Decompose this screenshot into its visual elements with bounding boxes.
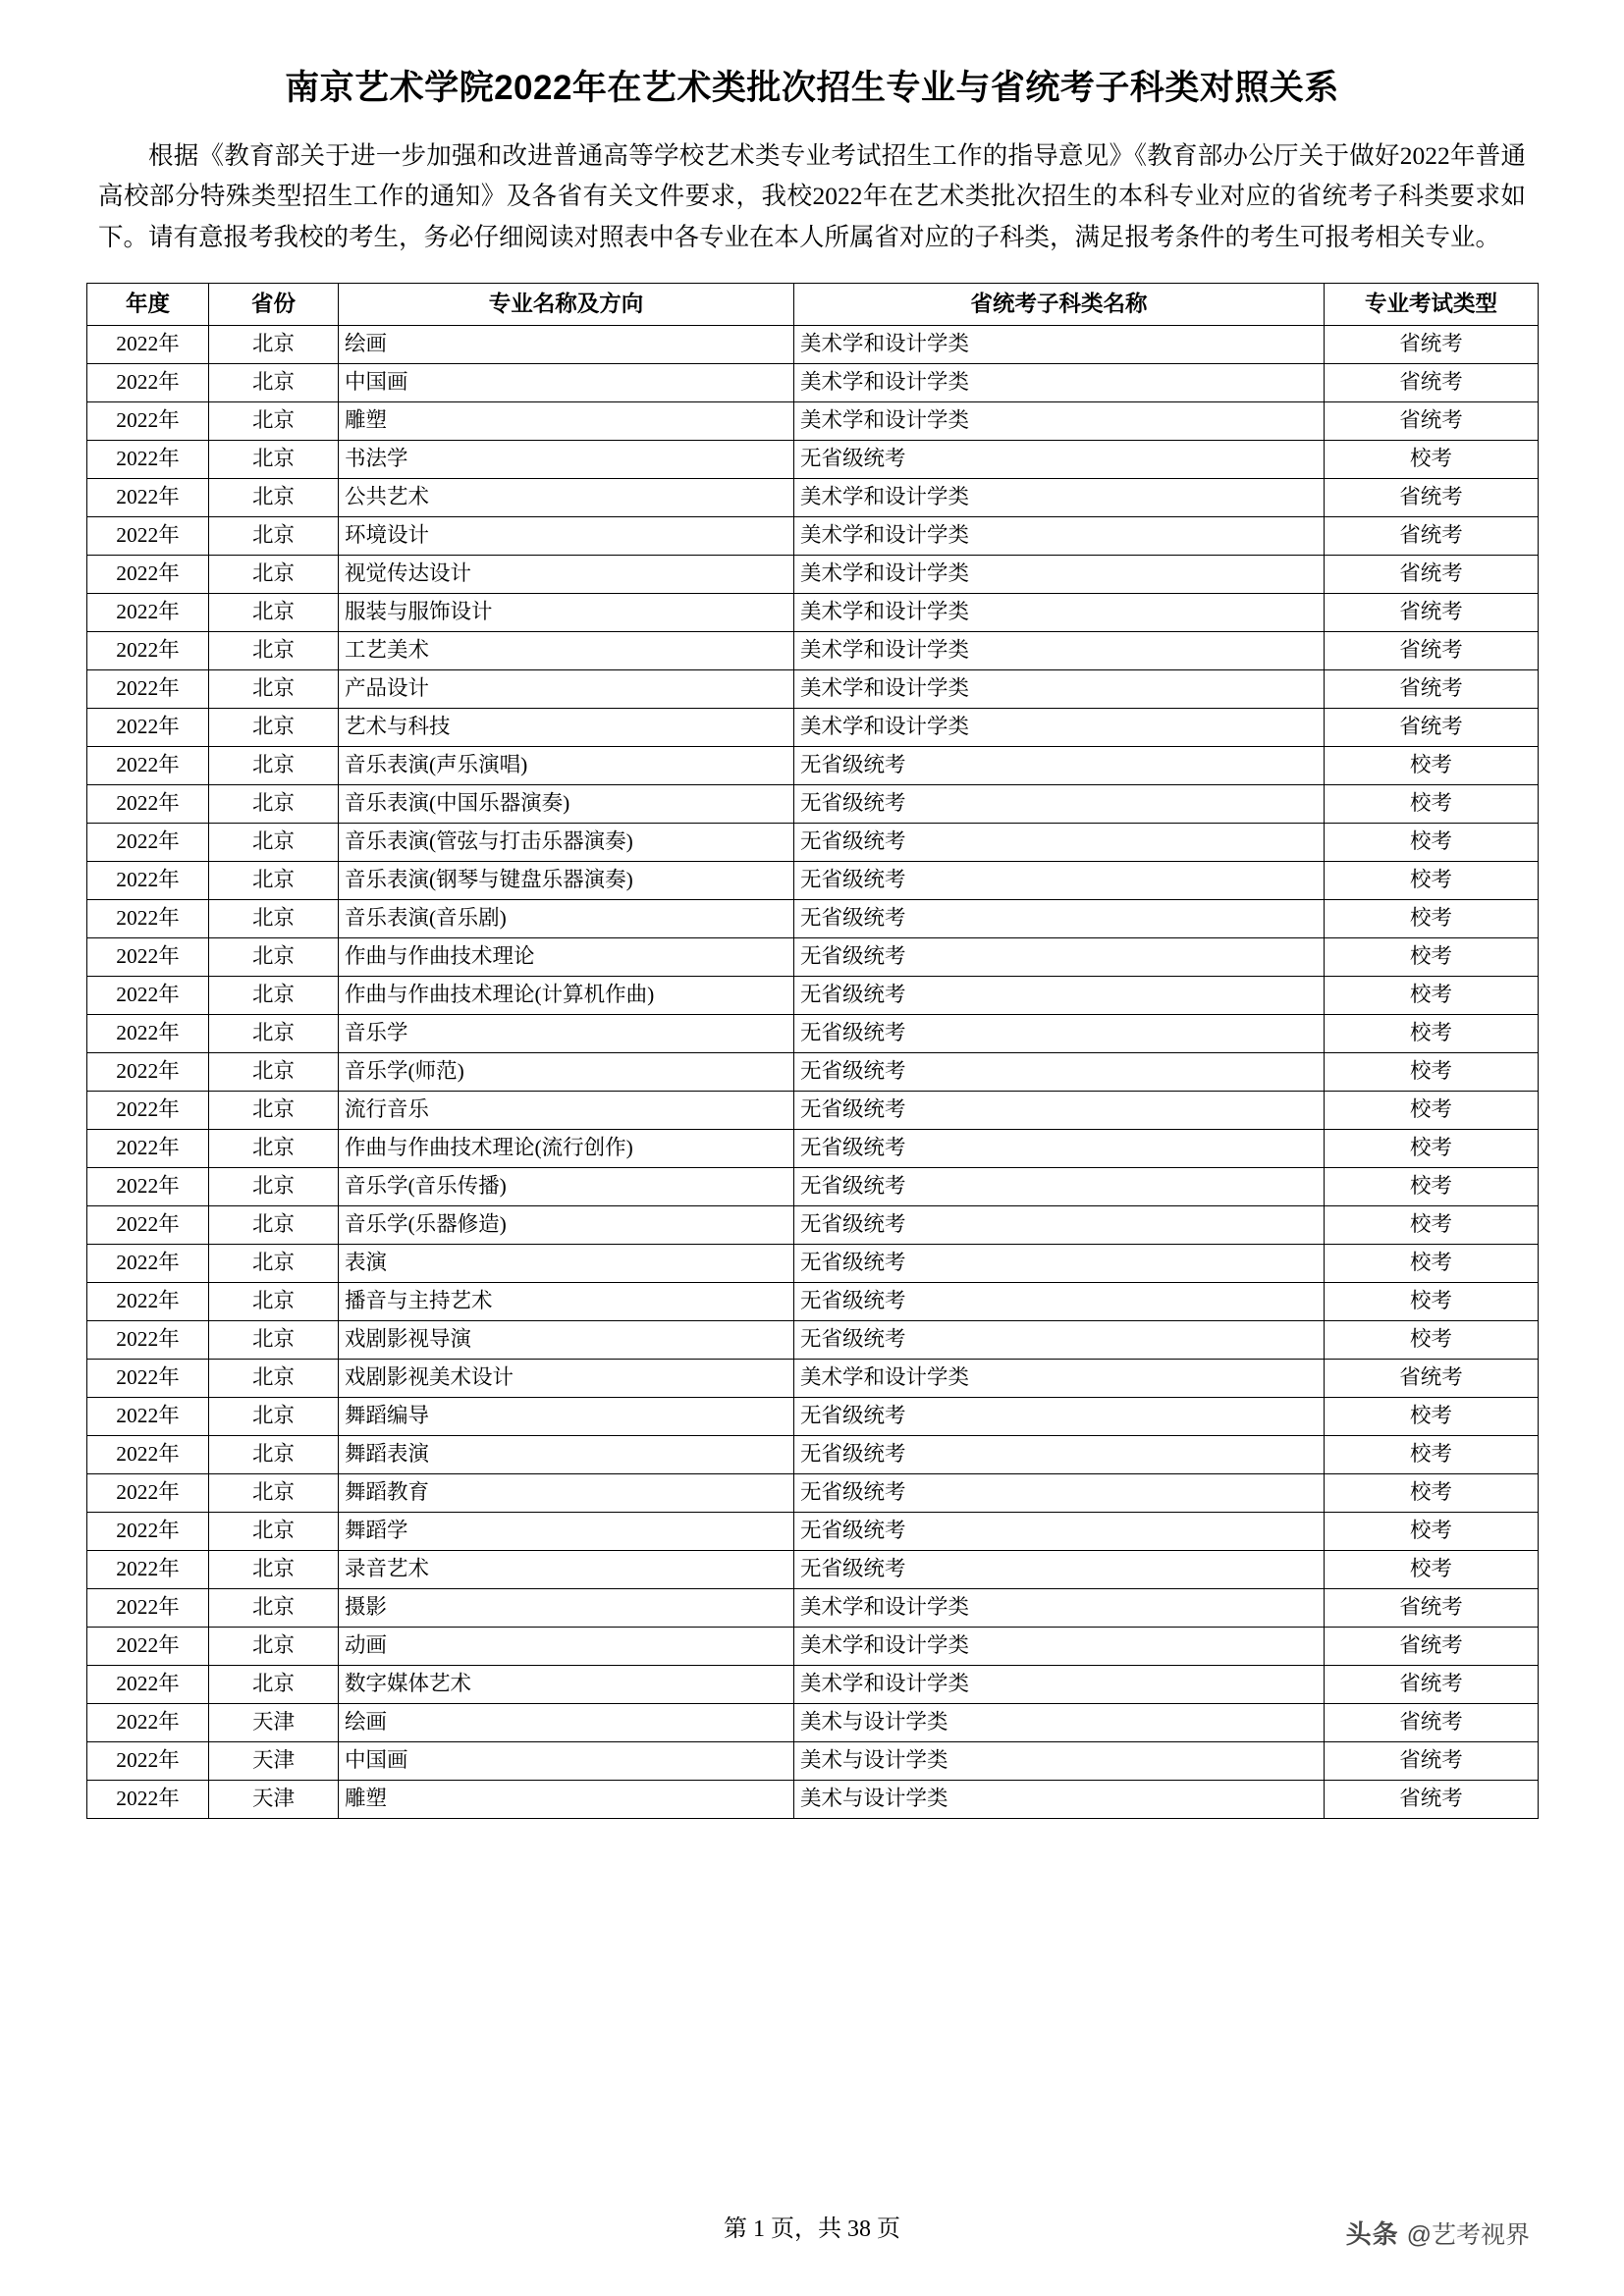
cell-province: 北京 [209,1665,339,1703]
cell-exam-type: 校考 [1325,976,1539,1014]
cell-exam-type: 省统考 [1325,1588,1539,1627]
cell-year: 2022年 [87,1741,209,1780]
cell-exam-type: 省统考 [1325,1741,1539,1780]
table-row [87,1014,1539,1052]
cell-subcategory: 美术学和设计学类 [794,1359,1325,1397]
cell-exam-type: 校考 [1325,937,1539,976]
cell-province: 天津 [209,1741,339,1780]
column-header-subcategory: 省统考子科类名称 [794,283,1325,325]
cell-exam-type: 校考 [1325,1282,1539,1320]
cell-year: 2022年 [87,1588,209,1627]
cell-major: 中国画 [339,363,794,401]
cell-year: 2022年 [87,1665,209,1703]
cell-subcategory: 无省级统考 [794,1167,1325,1205]
cell-major: 音乐学(师范) [339,1052,794,1091]
cell-province: 北京 [209,1244,339,1282]
cell-subcategory: 无省级统考 [794,937,1325,976]
cell-exam-type: 省统考 [1325,708,1539,746]
cell-subcategory: 无省级统考 [794,1129,1325,1167]
table-row [87,401,1539,440]
cell-province: 北京 [209,1129,339,1167]
cell-major: 视觉传达设计 [339,555,794,593]
table-row [87,1397,1539,1435]
cell-major: 表演 [339,1244,794,1282]
table-row [87,1665,1539,1703]
table-row [87,1435,1539,1473]
cell-exam-type: 校考 [1325,746,1539,784]
table-row [87,1282,1539,1320]
cell-year: 2022年 [87,555,209,593]
cell-exam-type: 省统考 [1325,325,1539,363]
cell-major: 舞蹈学 [339,1512,794,1550]
cell-major: 音乐学(乐器修造) [339,1205,794,1244]
toutiao-logo: 头条 [1345,2219,1399,2249]
cell-major: 音乐表演(管弦与打击乐器演奏) [339,823,794,861]
cell-province: 北京 [209,708,339,746]
cell-year: 2022年 [87,1052,209,1091]
cell-exam-type: 省统考 [1325,1780,1539,1818]
table-row [87,784,1539,823]
column-header-exam-type: 专业考试类型 [1325,283,1539,325]
table-row [87,899,1539,937]
cell-major: 雕塑 [339,401,794,440]
cell-year: 2022年 [87,1473,209,1512]
cell-exam-type: 校考 [1325,784,1539,823]
majors-table [86,283,1539,1819]
cell-province: 北京 [209,937,339,976]
cell-exam-type: 校考 [1325,1397,1539,1435]
cell-major: 音乐表演(声乐演唱) [339,746,794,784]
cell-exam-type: 校考 [1325,1435,1539,1473]
table-row [87,631,1539,669]
cell-subcategory: 无省级统考 [794,1473,1325,1512]
table-row [87,669,1539,708]
cell-year: 2022年 [87,593,209,631]
cell-province: 北京 [209,823,339,861]
table-row [87,363,1539,401]
cell-subcategory: 美术与设计学类 [794,1741,1325,1780]
cell-province: 北京 [209,1205,339,1244]
table-row [87,1512,1539,1550]
cell-subcategory: 无省级统考 [794,1435,1325,1473]
cell-year: 2022年 [87,976,209,1014]
cell-year: 2022年 [87,440,209,478]
column-header-major: 专业名称及方向 [339,283,794,325]
table-row [87,1091,1539,1129]
cell-province: 北京 [209,669,339,708]
cell-exam-type: 校考 [1325,1512,1539,1550]
cell-province: 北京 [209,401,339,440]
cell-exam-type: 校考 [1325,1320,1539,1359]
cell-year: 2022年 [87,899,209,937]
cell-major: 音乐表演(中国乐器演奏) [339,784,794,823]
cell-subcategory: 无省级统考 [794,1512,1325,1550]
cell-year: 2022年 [87,746,209,784]
cell-exam-type: 校考 [1325,1091,1539,1129]
table-row [87,516,1539,555]
cell-province: 北京 [209,363,339,401]
cell-year: 2022年 [87,631,209,669]
cell-major: 服装与服饰设计 [339,593,794,631]
cell-year: 2022年 [87,1091,209,1129]
table-row [87,1703,1539,1741]
cell-province: 北京 [209,1320,339,1359]
cell-major: 雕塑 [339,1780,794,1818]
cell-province: 北京 [209,746,339,784]
cell-year: 2022年 [87,1244,209,1282]
cell-subcategory: 无省级统考 [794,440,1325,478]
cell-year: 2022年 [87,1205,209,1244]
cell-exam-type: 校考 [1325,861,1539,899]
cell-province: 北京 [209,1014,339,1052]
cell-exam-type: 校考 [1325,1244,1539,1282]
cell-major: 音乐表演(音乐剧) [339,899,794,937]
cell-province: 北京 [209,1052,339,1091]
cell-major: 书法学 [339,440,794,478]
cell-subcategory: 无省级统考 [794,1320,1325,1359]
page-title: 南京艺术学院2022年在艺术类批次招生专业与省统考子科类对照关系 [285,69,1339,107]
cell-year: 2022年 [87,1014,209,1052]
cell-exam-type: 省统考 [1325,363,1539,401]
cell-year: 2022年 [87,669,209,708]
cell-exam-type: 省统考 [1325,1703,1539,1741]
cell-subcategory: 美术学和设计学类 [794,1588,1325,1627]
cell-major: 流行音乐 [339,1091,794,1129]
table-row [87,1129,1539,1167]
cell-exam-type: 省统考 [1325,1627,1539,1665]
cell-province: 北京 [209,1091,339,1129]
cell-major: 工艺美术 [339,631,794,669]
cell-major: 绘画 [339,325,794,363]
cell-subcategory: 无省级统考 [794,1397,1325,1435]
cell-major: 绘画 [339,1703,794,1741]
cell-province: 北京 [209,1588,339,1627]
cell-province: 天津 [209,1780,339,1818]
cell-year: 2022年 [87,1550,209,1588]
table-row [87,1167,1539,1205]
cell-exam-type: 省统考 [1325,516,1539,555]
table-row [87,937,1539,976]
cell-subcategory: 无省级统考 [794,1205,1325,1244]
cell-exam-type: 省统考 [1325,1665,1539,1703]
cell-subcategory: 无省级统考 [794,976,1325,1014]
cell-major: 录音艺术 [339,1550,794,1588]
cell-major: 产品设计 [339,669,794,708]
cell-year: 2022年 [87,784,209,823]
table-row [87,746,1539,784]
cell-subcategory: 无省级统考 [794,823,1325,861]
cell-exam-type: 省统考 [1325,401,1539,440]
table-row [87,1780,1539,1818]
cell-exam-type: 校考 [1325,1014,1539,1052]
cell-year: 2022年 [87,708,209,746]
cell-major: 公共艺术 [339,478,794,516]
column-header-province: 省份 [209,283,339,325]
cell-exam-type: 校考 [1325,1473,1539,1512]
table-row [87,555,1539,593]
cell-year: 2022年 [87,1703,209,1741]
cell-major: 音乐表演(钢琴与键盘乐器演奏) [339,861,794,899]
cell-year: 2022年 [87,1129,209,1167]
cell-year: 2022年 [87,1397,209,1435]
cell-exam-type: 校考 [1325,899,1539,937]
cell-subcategory: 无省级统考 [794,1014,1325,1052]
cell-major: 数字媒体艺术 [339,1665,794,1703]
table-body [87,325,1539,1818]
cell-subcategory: 美术学和设计学类 [794,1627,1325,1665]
cell-exam-type: 省统考 [1325,631,1539,669]
table-row [87,1741,1539,1780]
table-header-row [87,283,1539,325]
cell-exam-type: 校考 [1325,1167,1539,1205]
cell-province: 北京 [209,631,339,669]
cell-major: 作曲与作曲技术理论 [339,937,794,976]
cell-subcategory: 美术学和设计学类 [794,631,1325,669]
cell-subcategory: 无省级统考 [794,746,1325,784]
cell-subcategory: 美术学和设计学类 [794,516,1325,555]
cell-province: 北京 [209,1435,339,1473]
cell-province: 北京 [209,784,339,823]
cell-major: 作曲与作曲技术理论(流行创作) [339,1129,794,1167]
cell-subcategory: 美术学和设计学类 [794,669,1325,708]
cell-year: 2022年 [87,1627,209,1665]
cell-subcategory: 美术学和设计学类 [794,1665,1325,1703]
cell-exam-type: 省统考 [1325,555,1539,593]
cell-major: 摄影 [339,1588,794,1627]
cell-major: 艺术与科技 [339,708,794,746]
cell-year: 2022年 [87,1320,209,1359]
cell-province: 北京 [209,1397,339,1435]
table-row [87,976,1539,1014]
table-row [87,1588,1539,1627]
cell-province: 北京 [209,1627,339,1665]
cell-subcategory: 无省级统考 [794,784,1325,823]
cell-province: 北京 [209,976,339,1014]
cell-subcategory: 美术与设计学类 [794,1780,1325,1818]
page-footer: 第 1 页，共 38 页 [724,2216,900,2242]
cell-exam-type: 校考 [1325,1205,1539,1244]
cell-major: 播音与主持艺术 [339,1282,794,1320]
cell-year: 2022年 [87,1512,209,1550]
cell-major: 舞蹈教育 [339,1473,794,1512]
cell-province: 天津 [209,1703,339,1741]
table-row [87,478,1539,516]
column-header-year: 年度 [87,283,209,325]
cell-subcategory: 美术学和设计学类 [794,478,1325,516]
cell-year: 2022年 [87,823,209,861]
cell-province: 北京 [209,1512,339,1550]
cell-subcategory: 无省级统考 [794,861,1325,899]
cell-exam-type: 省统考 [1325,669,1539,708]
cell-province: 北京 [209,1359,339,1397]
cell-subcategory: 美术学和设计学类 [794,325,1325,363]
cell-exam-type: 校考 [1325,1129,1539,1167]
cell-year: 2022年 [87,478,209,516]
cell-year: 2022年 [87,1167,209,1205]
cell-subcategory: 美术学和设计学类 [794,593,1325,631]
cell-year: 2022年 [87,1780,209,1818]
cell-province: 北京 [209,593,339,631]
cell-major: 戏剧影视美术设计 [339,1359,794,1397]
cell-year: 2022年 [87,1359,209,1397]
cell-subcategory: 美术学和设计学类 [794,708,1325,746]
cell-subcategory: 美术学和设计学类 [794,363,1325,401]
cell-subcategory: 无省级统考 [794,1052,1325,1091]
cell-province: 北京 [209,1473,339,1512]
table-row [87,325,1539,363]
table-row [87,1320,1539,1359]
cell-province: 北京 [209,325,339,363]
cell-major: 戏剧影视导演 [339,1320,794,1359]
cell-exam-type: 校考 [1325,1550,1539,1588]
cell-subcategory: 美术与设计学类 [794,1703,1325,1741]
cell-subcategory: 无省级统考 [794,1550,1325,1588]
cell-major: 中国画 [339,1741,794,1780]
cell-major: 环境设计 [339,516,794,555]
table-row [87,861,1539,899]
cell-province: 北京 [209,1167,339,1205]
cell-exam-type: 省统考 [1325,1359,1539,1397]
cell-year: 2022年 [87,1435,209,1473]
intro-paragraph: 根据《教育部关于进一步加强和改进普通高等学校艺术类专业考试招生工作的指导意见》《教育部办公厅关于做好2022年普通高校部分特殊类型招生工作的通知》及各省有关文件要求，我校2022年在艺术类批次招生的本科专业对应的省统考子科类要求如下。请有意报考我校的考生，务必仔细阅读对照表中各专业在本人所属省对应的子科类，满足报考条件的考生可报考相关专业。 [98,141,1526,251]
cell-exam-type: 省统考 [1325,478,1539,516]
table-row [87,1627,1539,1665]
watermark-text: @艺考视界 [1406,2220,1530,2249]
cell-year: 2022年 [87,401,209,440]
cell-year: 2022年 [87,363,209,401]
table-row [87,823,1539,861]
table-row [87,1052,1539,1091]
cell-major: 音乐学(音乐传播) [339,1167,794,1205]
cell-subcategory: 美术学和设计学类 [794,555,1325,593]
cell-province: 北京 [209,440,339,478]
cell-year: 2022年 [87,1282,209,1320]
cell-province: 北京 [209,555,339,593]
cell-province: 北京 [209,861,339,899]
cell-major: 作曲与作曲技术理论(计算机作曲) [339,976,794,1014]
cell-province: 北京 [209,478,339,516]
watermark [1346,2215,1530,2251]
cell-province: 北京 [209,1550,339,1588]
cell-subcategory: 无省级统考 [794,899,1325,937]
cell-province: 北京 [209,899,339,937]
cell-subcategory: 无省级统考 [794,1282,1325,1320]
cell-major: 舞蹈表演 [339,1435,794,1473]
cell-year: 2022年 [87,861,209,899]
cell-subcategory: 无省级统考 [794,1091,1325,1129]
cell-province: 北京 [209,1282,339,1320]
table-row [87,1205,1539,1244]
cell-major: 音乐学 [339,1014,794,1052]
cell-subcategory: 美术学和设计学类 [794,401,1325,440]
table-row [87,708,1539,746]
cell-major: 舞蹈编导 [339,1397,794,1435]
table-row [87,1244,1539,1282]
cell-exam-type: 省统考 [1325,593,1539,631]
cell-exam-type: 校考 [1325,1052,1539,1091]
cell-year: 2022年 [87,325,209,363]
table-row [87,1359,1539,1397]
cell-year: 2022年 [87,516,209,555]
cell-subcategory: 无省级统考 [794,1244,1325,1282]
table-row [87,440,1539,478]
table-row [87,1473,1539,1512]
cell-major: 动画 [339,1627,794,1665]
cell-exam-type: 校考 [1325,823,1539,861]
cell-year: 2022年 [87,937,209,976]
cell-exam-type: 校考 [1325,440,1539,478]
cell-province: 北京 [209,516,339,555]
table-row [87,593,1539,631]
table-row [87,1550,1539,1588]
